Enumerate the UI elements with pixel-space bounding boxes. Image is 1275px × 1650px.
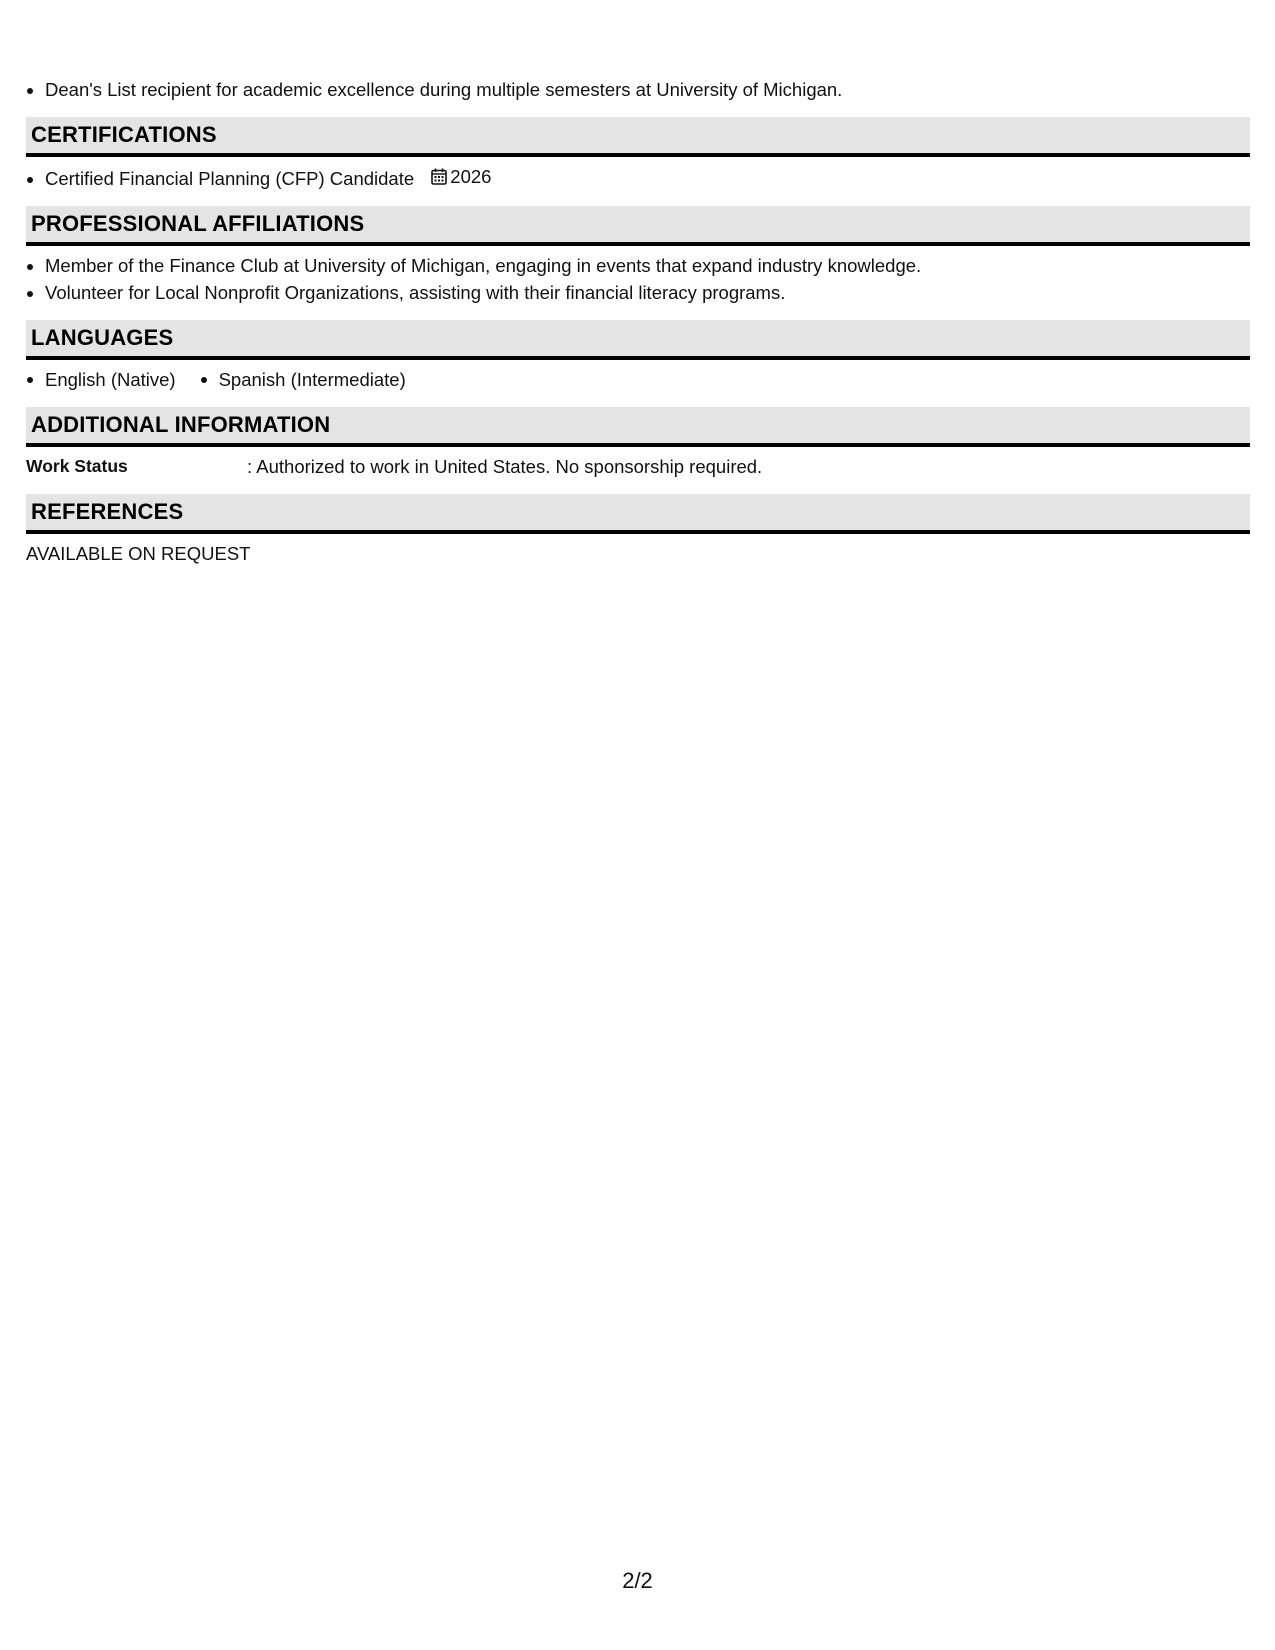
info-row [26,453,1250,480]
section-header [26,117,1250,157]
certifications-section [26,117,1250,192]
section-title: ADDITIONAL INFORMATION [31,412,331,437]
section-title: CERTIFICATIONS [31,122,217,147]
section-header [26,407,1250,447]
list-item [45,163,1250,192]
languages-list [26,366,1250,393]
certification-date [431,163,491,190]
education-achievements-list [26,76,1250,103]
list-item: • Volunteer for Local Nonprofit Organizations, assisting with their financial literacy programs. [45,279,1250,306]
references-section [26,494,1250,567]
languages-section [26,320,1250,393]
affiliations-section [26,206,1250,306]
list-item: • Dean's List recipient for academic excellence during multiple semesters at University of Michigan. [45,76,1250,103]
section-header [26,320,1250,360]
page-number: 2/2 [622,1568,653,1593]
section-title: PROFESSIONAL AFFILIATIONS [31,211,365,236]
section-title: REFERENCES [31,499,184,524]
references-text: AVAILABLE ON REQUEST [26,543,251,564]
certification-name: Certified Financial Planning (CFP) Candidate [45,168,415,189]
resume-page [26,76,1250,567]
section-title: LANGUAGES [31,325,174,350]
section-header [26,206,1250,246]
additional-info-section [26,407,1250,480]
info-label: Work Status [26,456,128,476]
certification-year: 2026 [450,166,492,187]
list-item: English (Native) [26,366,176,393]
calendar-icon [431,168,447,185]
certifications-list [26,163,1250,192]
list-item: Spanish (Intermediate) [200,366,406,393]
affiliations-list [26,252,1250,306]
section-header [26,494,1250,534]
list-item: • Member of the Finance Club at University of Michigan, engaging in events that expand industry knowledge. [45,252,1250,279]
info-value: : Authorized to work in United States. No sponsorship required. [247,456,763,477]
